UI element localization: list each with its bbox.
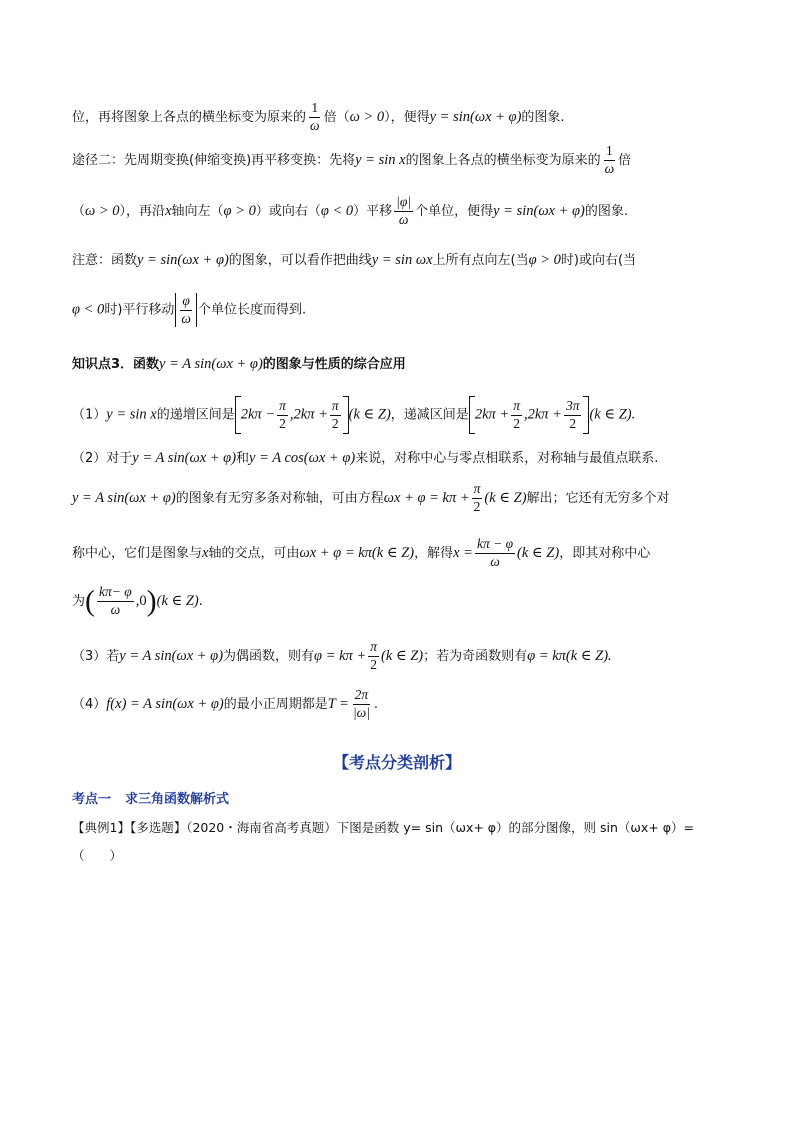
math: y = A sin(ωx + φ) xyxy=(132,450,237,466)
fraction-1-over-omega xyxy=(603,144,617,177)
text: . xyxy=(198,593,203,609)
math: 2kπ + xyxy=(474,406,510,423)
text: ）平移 xyxy=(353,203,393,219)
math: ω > 0 xyxy=(349,108,385,125)
text: 为 xyxy=(72,593,86,609)
denominator: 2 xyxy=(279,415,286,431)
numerator: π xyxy=(472,482,483,499)
text: 倍（ xyxy=(323,109,350,125)
math: (k ∈ Z) xyxy=(517,544,560,561)
math: (k ∈ Z) xyxy=(380,647,424,664)
text: 和 xyxy=(236,451,250,466)
text: 的图象上各点的横坐标变为原来的 xyxy=(405,152,601,168)
math: ,2kπ + xyxy=(523,406,562,423)
text: 轴的交点，可由 xyxy=(208,545,300,561)
text-line-5 xyxy=(72,293,306,327)
example-line-2: （ ） xyxy=(72,848,123,863)
text: （4） xyxy=(72,696,107,712)
math: y = sin(ωx + φ) xyxy=(429,108,522,125)
math: φ < 0 xyxy=(320,202,354,219)
math: φ < 0 xyxy=(72,301,105,318)
text: 途径二：先周期变换(伸缩变换)再平移变换：先将 xyxy=(72,152,356,168)
math: ωx + φ = kπ + xyxy=(383,489,470,506)
denominator: 2 xyxy=(569,415,577,431)
item-2-line-3 xyxy=(72,537,650,570)
numerator: 1 xyxy=(309,101,320,118)
math: (k ∈ Z) xyxy=(156,592,199,609)
math: 2kπ − xyxy=(240,406,276,423)
fraction-abs-phi-over-omega xyxy=(394,195,413,228)
numerator: kπ − φ xyxy=(475,537,515,554)
fraction-pi-over-2 xyxy=(277,399,288,432)
text: 的图象与性质的综合应用 xyxy=(262,357,406,372)
text: 称中心，它们是图象与 xyxy=(72,545,203,561)
math: y = sin x xyxy=(106,406,157,423)
math: T = xyxy=(327,695,349,712)
denominator: |ω| xyxy=(352,704,370,720)
math: (k ∈ Z). xyxy=(589,406,636,423)
text: 位，再将图象上各点的横坐标变为原来的 xyxy=(72,109,307,125)
text-line-3 xyxy=(72,195,628,228)
numerator: 3π xyxy=(564,399,582,416)
text: 上所有点向左(当 xyxy=(432,253,529,268)
text: 的图象. xyxy=(584,203,629,219)
item-1 xyxy=(72,396,635,434)
numerator: φ xyxy=(180,294,191,311)
text: 个单位，便得 xyxy=(415,203,494,219)
numerator: 2π xyxy=(353,688,371,705)
math: φ = kπ + xyxy=(314,647,367,664)
fraction-pi-over-2 xyxy=(330,399,341,432)
fraction-phi-over-omega xyxy=(179,294,193,327)
text-line-1 xyxy=(72,101,565,134)
math: ωx + φ = kπ(k ∈ Z) xyxy=(299,544,415,561)
math: (k ∈ Z) xyxy=(484,489,527,506)
math: φ = kπ(k ∈ Z). xyxy=(527,647,612,664)
math: f(x) = A sin(ωx + φ) xyxy=(106,695,224,712)
numerator: kπ− φ xyxy=(97,585,134,602)
math: y = A sin(ωx + φ) xyxy=(159,356,263,372)
knowledge-point-3-title xyxy=(72,357,406,372)
text: 时)平行移动 xyxy=(104,302,175,318)
numerator: π xyxy=(368,640,379,657)
math: φ > 0 xyxy=(223,202,256,219)
text: 知识点3．函数 xyxy=(72,357,160,372)
text: 的图象，可以看作把曲线 xyxy=(228,253,372,268)
text: 解出；它还有无穷多个对 xyxy=(526,490,670,506)
text: 个单位长度而得到. xyxy=(197,302,307,318)
fraction-pi-over-2 xyxy=(472,482,483,515)
item-2 xyxy=(72,451,658,466)
text: 的递增区间是 xyxy=(156,407,235,423)
text: ，即其对称中心 xyxy=(559,545,651,561)
text: （3）若 xyxy=(72,648,120,664)
text-line-2 xyxy=(72,144,631,177)
numerator: π xyxy=(511,399,522,416)
denominator: ω xyxy=(398,211,409,227)
numerator: 1 xyxy=(604,144,615,161)
text: 的图象有无穷多条对称轴，可由方程 xyxy=(175,490,384,506)
item-2-line-2 xyxy=(72,482,670,515)
math: ,0 xyxy=(135,592,147,609)
paren-right: ) xyxy=(146,584,157,618)
denominator: 2 xyxy=(473,498,481,514)
text: ），便得 xyxy=(384,109,430,125)
text: （2）对于 xyxy=(72,451,133,466)
text: ，解得 xyxy=(414,545,454,561)
fraction-kpi-minus-phi-over-omega xyxy=(97,585,134,618)
denominator: 2 xyxy=(513,415,520,431)
denominator: ω xyxy=(604,160,615,176)
text: 的最小正周期都是 xyxy=(223,696,328,712)
text: ，递减区间是 xyxy=(390,407,469,423)
abs-bar xyxy=(175,293,176,327)
denominator: 2 xyxy=(370,656,377,672)
text: ）或向右（ xyxy=(255,203,321,219)
math: x xyxy=(165,202,172,219)
numerator: |φ| xyxy=(394,195,413,212)
math: y = sin(ωx + φ) xyxy=(493,202,585,219)
math: y = sin(ωx + φ) xyxy=(137,252,229,268)
text: （ xyxy=(72,203,86,219)
math: y = sin ωx xyxy=(371,252,433,268)
math: (k ∈ Z) xyxy=(348,406,391,423)
section-heading: 【考点分类剖析】 xyxy=(332,753,461,772)
text: 的图象. xyxy=(521,109,565,125)
math: y = A cos(ωx + φ) xyxy=(249,450,356,466)
text: 来说，对称中心与零点相联系，对称轴与最值点联系. xyxy=(355,451,659,466)
math: ,2kπ + xyxy=(289,406,328,423)
denominator: 2 xyxy=(331,415,339,431)
item-4 xyxy=(72,688,378,721)
item-2-line-4 xyxy=(72,585,203,618)
fraction-2pi-over-abs-omega xyxy=(351,688,372,721)
text: 为偶函数，则有 xyxy=(223,648,315,664)
example-line-1: 【典例1】【多选题】（2020・海南省高考真题）下图是函数 y= sin（ωx+ φ）的部分图像，则 sin（ωx+ φ）= xyxy=(72,820,694,835)
math: φ > 0 xyxy=(528,252,561,268)
numerator: π xyxy=(277,399,288,416)
text: 注意：函数 xyxy=(72,253,138,268)
text: . xyxy=(373,696,379,712)
math: x = xyxy=(453,544,473,561)
text: ），再沿 xyxy=(119,203,166,219)
abs-bar xyxy=(196,293,197,327)
denominator: ω xyxy=(110,601,121,617)
text: 轴向左（ xyxy=(171,203,224,219)
math: x xyxy=(202,544,209,561)
fraction-kpi-minus-phi-over-omega xyxy=(475,537,515,570)
text: 时)或向右(当 xyxy=(560,253,637,268)
exam-point-title xyxy=(72,788,243,807)
text: （1） xyxy=(72,407,107,423)
fraction-1-over-omega xyxy=(308,101,322,134)
fraction-3pi-over-2 xyxy=(564,399,582,432)
item-3 xyxy=(72,640,612,673)
denominator: ω xyxy=(181,310,191,326)
denominator: ω xyxy=(310,117,320,133)
exam-point-text: 求三角函数解析式 xyxy=(125,792,230,807)
fraction-pi-over-2 xyxy=(368,640,379,673)
fraction-pi-over-2 xyxy=(511,399,522,432)
text-line-4 xyxy=(72,253,636,268)
math: ω > 0 xyxy=(85,202,120,219)
exam-point-label: 考点一 xyxy=(72,792,112,807)
text: ；若为奇函数则有 xyxy=(423,648,528,664)
math: y = sin x xyxy=(355,151,406,168)
numerator: π xyxy=(330,399,341,416)
math: y = A sin(ωx + φ) xyxy=(119,647,224,664)
text: 倍 xyxy=(618,152,632,168)
denominator: ω xyxy=(490,553,500,569)
paren-left: ( xyxy=(85,584,96,618)
math: y = A sin(ωx + φ) xyxy=(72,489,176,506)
